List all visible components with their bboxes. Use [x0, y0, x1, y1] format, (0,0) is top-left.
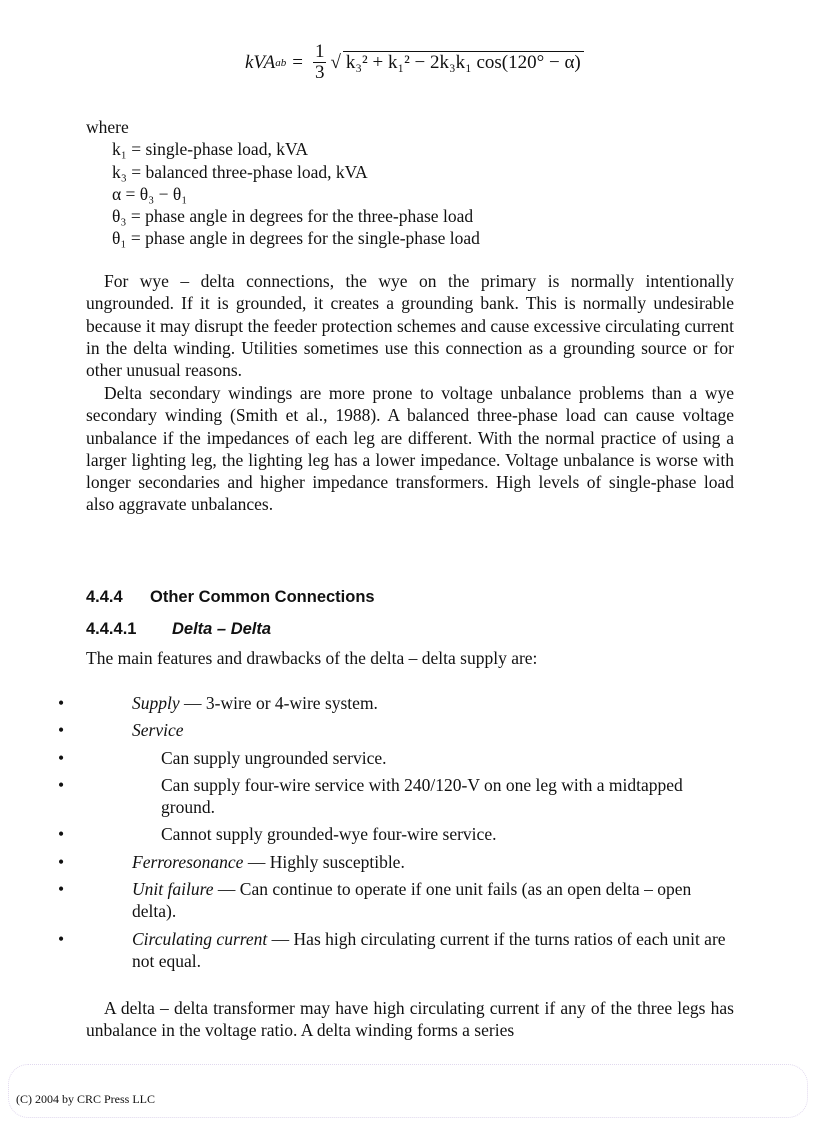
definition: α = θ₃ − θ₁: [112, 183, 188, 204]
formula-lhs-sub: ab: [275, 56, 287, 69]
where-label: where: [86, 117, 129, 137]
section-number: 4.4.4: [86, 588, 123, 606]
sub-item-text: Can supply ungrounded service.: [161, 747, 387, 768]
features-list: [86, 692, 734, 972]
kva-formula: [245, 42, 584, 83]
term: Unit failure: [132, 879, 214, 900]
list-item: [86, 692, 734, 714]
formula-lhs: kVA: [245, 51, 276, 73]
radicand: k₃² + k₁² − 2k₃k₁ cos(120° − α): [343, 51, 584, 74]
definition: θ₃ = phase angle in degrees for the three-phase load: [112, 206, 474, 227]
sub-list-item: [86, 823, 734, 845]
list-item: [86, 928, 734, 973]
subsection-title: Delta – Delta: [172, 620, 272, 638]
paragraph: Delta secondary windings are more prone to voltage unbalance problems than a wye secondary winding (Smith et al., 1988). A balanced three-phase load can cause voltage unbalance if the impedances of each leg are different. With the normal practice of using a larger lighting leg, the lighting leg has a lower impedance. Voltage unbalance is worse with longer secondaries and higher impedance transformers. High levels of single-phase load also aggravate unbalances.: [86, 383, 734, 515]
subsection-number: 4.4.4.1: [86, 620, 137, 638]
denominator: 3: [314, 62, 325, 83]
desc: — Can continue to operate if one unit fails (as an open delta – open delta).: [132, 879, 692, 922]
term: Ferroresonance: [132, 851, 244, 872]
copyright-footer: (C) 2004 by CRC Press LLC: [16, 1092, 156, 1106]
list-item: [86, 851, 734, 873]
definition: k₃ = balanced three-phase load, kVA: [112, 161, 368, 182]
sub-item-text: Can supply four-wire service with 240/120-V on one leg with a midtapped ground.: [161, 774, 683, 818]
fraction: [313, 42, 327, 83]
desc: — Has high circulating current if the turns ratios of each unit are not equal.: [132, 928, 726, 971]
desc: — 3-wire or 4-wire system.: [179, 693, 378, 713]
where-block: [86, 116, 734, 250]
definition: θ₁ = phase angle in degrees for the single-phase load: [112, 228, 480, 249]
subsection-heading: [86, 620, 271, 639]
footer-border: [8, 1064, 808, 1118]
term: Service: [132, 720, 184, 741]
section-heading: [86, 588, 375, 607]
term: Circulating current: [132, 928, 268, 949]
numerator: 1: [314, 41, 325, 62]
definition: k₁ = single-phase load, kVA: [112, 139, 308, 160]
sub-list-item: [86, 774, 734, 819]
sub-list-item: [86, 747, 734, 769]
equals-sign: =: [292, 51, 303, 73]
paragraph: For wye – delta connections, the wye on the primary is normally intentionally ungrounded. If it is grounded, it creates a grounding bank. This is normally undesirable because it may disrupt the feeder protection schemes and cause excessive circulating current in the delta winding. Utilities sometimes use this connection as a grounding source or for other unusual reasons.: [86, 271, 734, 381]
paragraph: A delta – delta transformer may have high circulating current if any of the three legs has unbalance in the voltage ratio. A delta winding forms a series: [86, 998, 734, 1041]
list-item: [86, 878, 734, 923]
desc: — Highly susceptible.: [243, 851, 405, 872]
term: Supply: [132, 693, 180, 713]
list-item: [86, 719, 734, 845]
sub-item-text: Cannot supply grounded-wye four-wire service.: [161, 824, 497, 845]
intro-text: The main features and drawbacks of the delta – delta supply are:: [86, 648, 538, 668]
sqrt-icon: √: [330, 51, 341, 73]
section-title: Other Common Connections: [150, 588, 375, 606]
